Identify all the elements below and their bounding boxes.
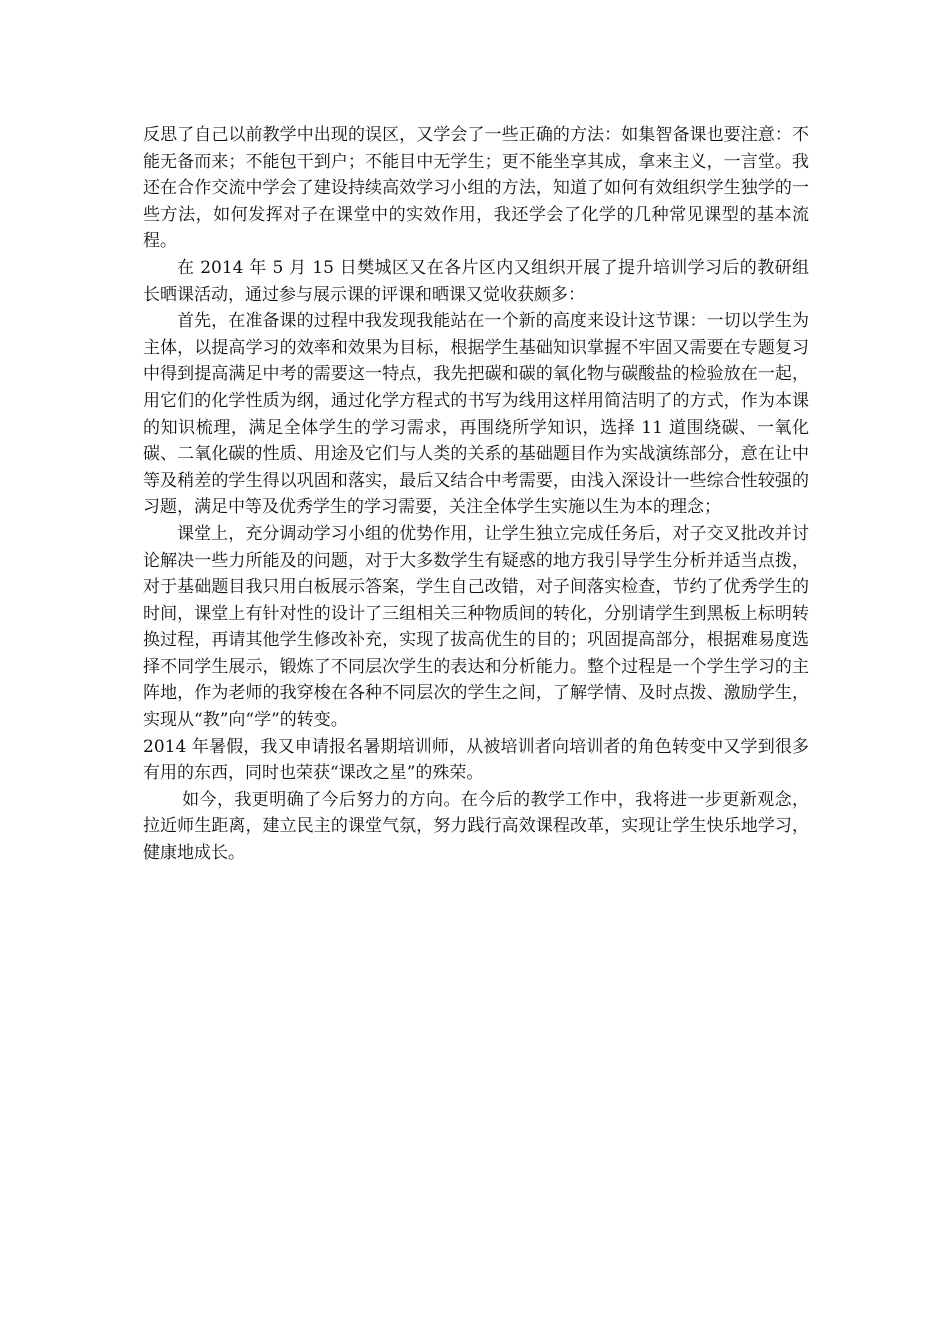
paragraph-3: 首先，在准备课的过程中我发现我能站在一个新的高度来设计这节课：一切以学生为主体，以提高学习的效率和效果为目标，根据学生基础知识掌握不牢固又需要在专题复习中得到提高满足中考的需要这一特点，我先把碳和碳的氧化物与碳酸盐的检验放在一起，用它们的化学性质为纲，通过化学方程式的书写为线用这样用简洁明了的方式，作为本课的知识梳理，满足全体学生的学习需求，再围绕所学知识，选择 11 道围绕碳、一氧化碳、二氧化碳的性质、用途及它们与人类的关系的基础题目作为实战演练部分，意在让中等及稍差的学生得以巩固和落实，最后又结合中考需要，由浅入深设计一些综合性较强的习题，满足中等及优秀学生的学习需要，关注全体学生实施以生为本的理念； [143, 311, 809, 518]
paragraph-4: 课堂上，充分调动学习小组的优势作用，让学生独立完成任务后，对子交叉批改并讨论解决一些力所能及的问题，对于大多数学生有疑惑的地方我引导学生分析并适当点拨，对于基础题目我只用白板展示答案，学生自己改错，对子间落实检查，节约了优秀学生的时间，课堂上有针对性的设计了三组相关三种物质间的转化，分别请学生到黑板上标明转换过程，再请其他学生修改补充，实现了拔高优生的目的；巩固提高部分，根据难易度选择不同学生展示，锻炼了不同层次学生的表达和分析能力。整个过程是一个学生学习的主阵地，作为老师的我穿梭在各种不同层次的学生之间，了解学情、及时点拨、激励学生，实现从“教”向“学”的转变。 [143, 523, 809, 731]
document-body [143, 122, 809, 867]
paragraph-6: 如今，我更明确了今后努力的方向。在今后的教学工作中，我将进一步更新观念，拉近师生距离，建立民主的课堂气氛，努力践行高效课程改革，实现让学生快乐地学习，健康地成长。 [143, 789, 809, 864]
paragraph-2: 在 2014 年 5 月 15 日樊城区又在各片区内又组织开展了提升培训学习后的教研组长晒课活动，通过参与展示课的评课和晒课又觉收获颇多： [143, 257, 809, 305]
paragraph-1: 反思了自己以前教学中出现的误区，又学会了一些正确的方法：如集智备课也要注意：不能无备而来；不能包干到户；不能目中无学生；更不能坐享其成，拿来主义，一言堂。我还在合作交流中学会了建设持续高效学习小组的方法，知道了如何有效组织学生独学的一些方法，如何发挥对子在课堂中的实效作用，我还学会了化学的几种常见课型的基本流程。 [143, 125, 809, 252]
paragraph-5: 2014 年暑假，我又申请报名暑期培训师，从被培训者向培训者的角色转变中又学到很多有用的东西，同时也荣获“课改之星”的殊荣。 [143, 736, 809, 784]
